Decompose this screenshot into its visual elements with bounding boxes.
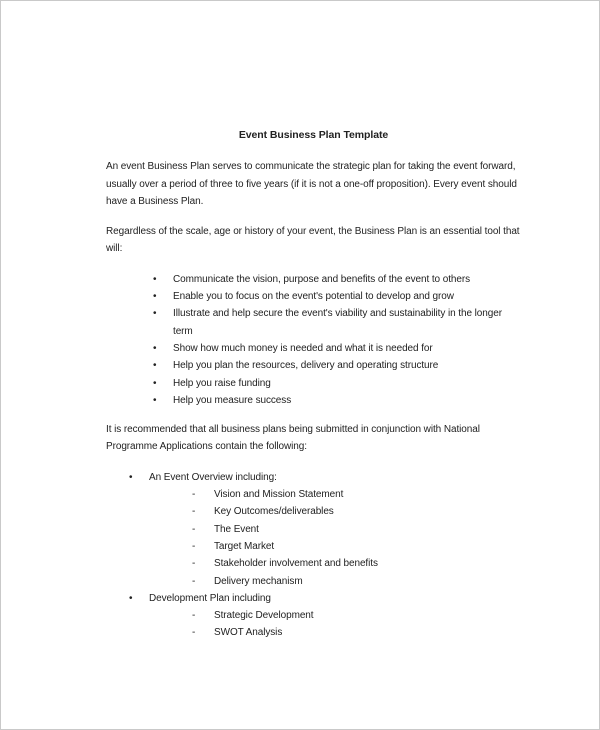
benefits-list: [106, 271, 521, 409]
sub-item-text: Stakeholder involvement and benefits: [214, 558, 378, 570]
outline-list: [106, 469, 521, 642]
paragraph-recommendation: It is recommended that all business plans being submitted in conjunction with National Programme Applications contain the following:: [106, 424, 480, 453]
sub-list-item: [192, 607, 521, 624]
dash-icon: -: [192, 558, 196, 570]
outline-sub-list: [106, 486, 521, 590]
outline-section-label: An Event Overview including:: [149, 471, 277, 483]
bullet-icon: •: [129, 592, 133, 604]
bullet-icon: •: [153, 377, 157, 389]
bullet-icon: •: [153, 273, 157, 285]
outline-section-head: [129, 469, 521, 486]
bullet-icon: •: [153, 308, 157, 320]
list-item: [153, 305, 521, 340]
sub-list-item: [192, 486, 521, 503]
outline-section: [106, 590, 521, 642]
list-item-text: Help you raise funding: [173, 377, 271, 389]
document-content: [1, 1, 599, 642]
list-item-text: Illustrate and help secure the event's viability and sustainability in the longer term: [173, 308, 502, 337]
dash-icon: -: [192, 489, 196, 501]
sub-list-item: [192, 503, 521, 520]
list-item-text: Help you plan the resources, delivery and operating structure: [173, 360, 439, 372]
list-item: [153, 357, 521, 374]
outline-section-label: Development Plan including: [149, 592, 271, 604]
sub-list-item: [192, 573, 521, 590]
sub-item-text: The Event: [214, 523, 259, 535]
bullet-icon: •: [153, 360, 157, 372]
sub-item-text: SWOT Analysis: [214, 627, 283, 639]
sub-item-text: Strategic Development: [214, 610, 314, 622]
sub-list-item: [192, 521, 521, 538]
dash-icon: -: [192, 540, 196, 552]
sub-item-text: Target Market: [214, 540, 275, 552]
dash-icon: -: [192, 610, 196, 622]
list-item-text: Show how much money is needed and what it is needed for: [173, 342, 433, 354]
dash-icon: -: [192, 506, 196, 518]
outline-sub-list: [106, 607, 521, 642]
list-item: [153, 392, 521, 409]
list-item: [153, 288, 521, 305]
paragraph-tools-intro: Regardless of the scale, age or history of your event, the Business Plan is an essential tool that will:: [106, 226, 520, 255]
paragraph-intro: An event Business Plan serves to communicate the strategic plan for taking the event forward, usually over a period of three to five years (if it is not a one-off proposition). Every event should have a Business Plan.: [106, 161, 517, 207]
list-item: [153, 271, 521, 288]
outline-section-head: [129, 590, 521, 607]
list-item-text: Communicate the vision, purpose and benefits of the event to others: [173, 273, 471, 285]
dash-icon: -: [192, 627, 196, 639]
list-item: [153, 340, 521, 357]
sub-list-item: [192, 538, 521, 555]
bullet-icon: •: [153, 342, 157, 354]
sub-item-text: Key Outcomes/deliverables: [214, 506, 334, 518]
outline-section: [106, 469, 521, 590]
list-item-text: Help you measure success: [173, 394, 292, 406]
bullet-icon: •: [129, 471, 133, 483]
sub-item-text: Vision and Mission Statement: [214, 489, 344, 501]
dash-icon: -: [192, 523, 196, 535]
page-title: Event Business Plan Template: [238, 129, 389, 141]
list-item: [153, 375, 521, 392]
sub-list-item: [192, 624, 521, 641]
bullet-icon: •: [153, 394, 157, 406]
dash-icon: -: [192, 575, 196, 587]
list-item-text: Enable you to focus on the event's potential to develop and grow: [173, 291, 454, 303]
sub-list-item: [192, 555, 521, 572]
sub-item-text: Delivery mechanism: [214, 575, 303, 587]
bullet-icon: •: [153, 291, 157, 303]
